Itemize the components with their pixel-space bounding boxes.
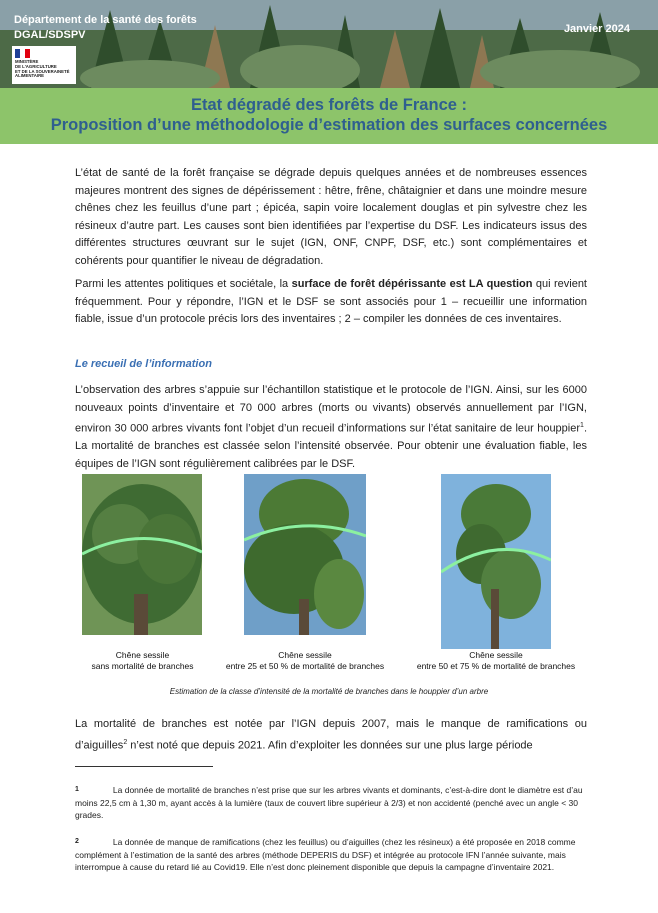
intro-paragraph-1: L’état de santé de la forêt française se dégrade depuis quelques années et de nombreuses essences majeures montrent des signes de dépérissement : hêtre, frêne, châtaignier et dans une moindre mesure chênes chez les feuillus d’une part ; épicéa, sapin voire localement douglas et pin sylvestre chez les résineux d’autre part. Les causes sont bien identifiées par l’expertise du DSF. Les indicateurs issus des différentes structures œuvrant sur le sujet (IGN, ONF, CNPF, DSF, etc.) sont complémentaires et cohérents pour quantifier le niveau de dégradation. bbox=[75, 167, 587, 267]
ministry-logo: MINISTÈRE DE L'AGRICULTURE ET DE LA SOUVERAINETÉ ALIMENTAIRE bbox=[12, 46, 76, 84]
figure-caption: Estimation de la classe d’intensité de la mortalité de branches dans le houppier d’un arbre bbox=[169, 687, 489, 696]
header-banner bbox=[0, 0, 658, 88]
section-paragraph: L’observation des arbres s’appuie sur l’échantillon statistique et le protocole de l’IGN. Ainsi, sur les 6000 nouveaux points d’inventaire et 70 000 arbres (morts ou vivants) observés annuellement par l’IGN, environ 30 000 arbres vivants font l’objet d’un recueil d’informations sur l’état sanitaire de leur houppier$^1$. La mortalité de branches est classée selon l’intensité observée. Pour obtenir une évaluation fiable, les équipes de l’IGN sont régulièrement calibrées par le DSF. bbox=[75, 384, 587, 470]
tree-photo-2 bbox=[244, 474, 366, 635]
intro-paragraph-2: Parmi les attentes politiques et sociétale, la surface de forêt dépérissante est LA question qui revient fréquemment. Pour y répondre, l’IGN et le DSF se sont associés pour 1 – recueillir une information fiable, issue d’un protocole précis lors des inventaires ; 2 – compiler les données de ces inventaires. bbox=[75, 278, 587, 325]
figure-caption-1: Chêne sessile sans mortalité de branches bbox=[91, 650, 194, 671]
tree-photo-1 bbox=[82, 474, 202, 635]
footnote-divider bbox=[75, 766, 213, 767]
footnote-1: $^1$ La donnée de mortalité de branches n’est prise que sur les arbres vivants et dominants, c’est-à-dire dont le diamètre est d’au moins 22,5 cm à 1,30 m, ayant accès à la lumière (taux de couvert libre supérieur à 2/3) et non accidenté (penché avec un angle < 30 grades. bbox=[75, 785, 583, 820]
section-heading: Le recueil de l’information bbox=[75, 358, 212, 370]
tree-photo-3 bbox=[441, 474, 551, 649]
page-title-line2: Proposition d’une méthodologie d’estimation des surfaces concernées bbox=[50, 116, 608, 134]
after-figure-paragraph: La mortalité de branches est notée par l’IGN depuis 2007, mais le manque de ramifications ou d’aiguilles$^2$ n’est noté que depuis 2021. Afin d’exploiter les données sur une plus large période bbox=[75, 718, 587, 752]
page-title-line1: Etat dégradé des forêts de France : bbox=[191, 96, 467, 114]
footnote-2: $^2$ La donnée de manque de ramifications (chez les feuillus) ou d’aiguilles (chez les résineux) a été proposée en 2018 comme complément à l’estimation de la santé des arbres (méthode DEPERIS du DSF) et intégrée au protocole IFN l’année suivante, mais interrompue à cause du retard lié au Covid19. Elle n’est donc pleinement disponible que depuis la campagne d’inventaire 2021. bbox=[75, 837, 576, 872]
figure-caption-3: Chêne sessile entre 50 et 75 % de mortalité de branches bbox=[416, 650, 576, 671]
department-label: Département de la santé des forêts DGAL/SDSPV bbox=[14, 14, 197, 41]
french-flag-icon bbox=[15, 49, 30, 58]
date-label: Janvier 2024 bbox=[563, 23, 630, 35]
title-band bbox=[0, 88, 658, 144]
figure-caption-2: Chêne sessile entre 25 et 50 % de mortalité de branches bbox=[225, 650, 385, 671]
